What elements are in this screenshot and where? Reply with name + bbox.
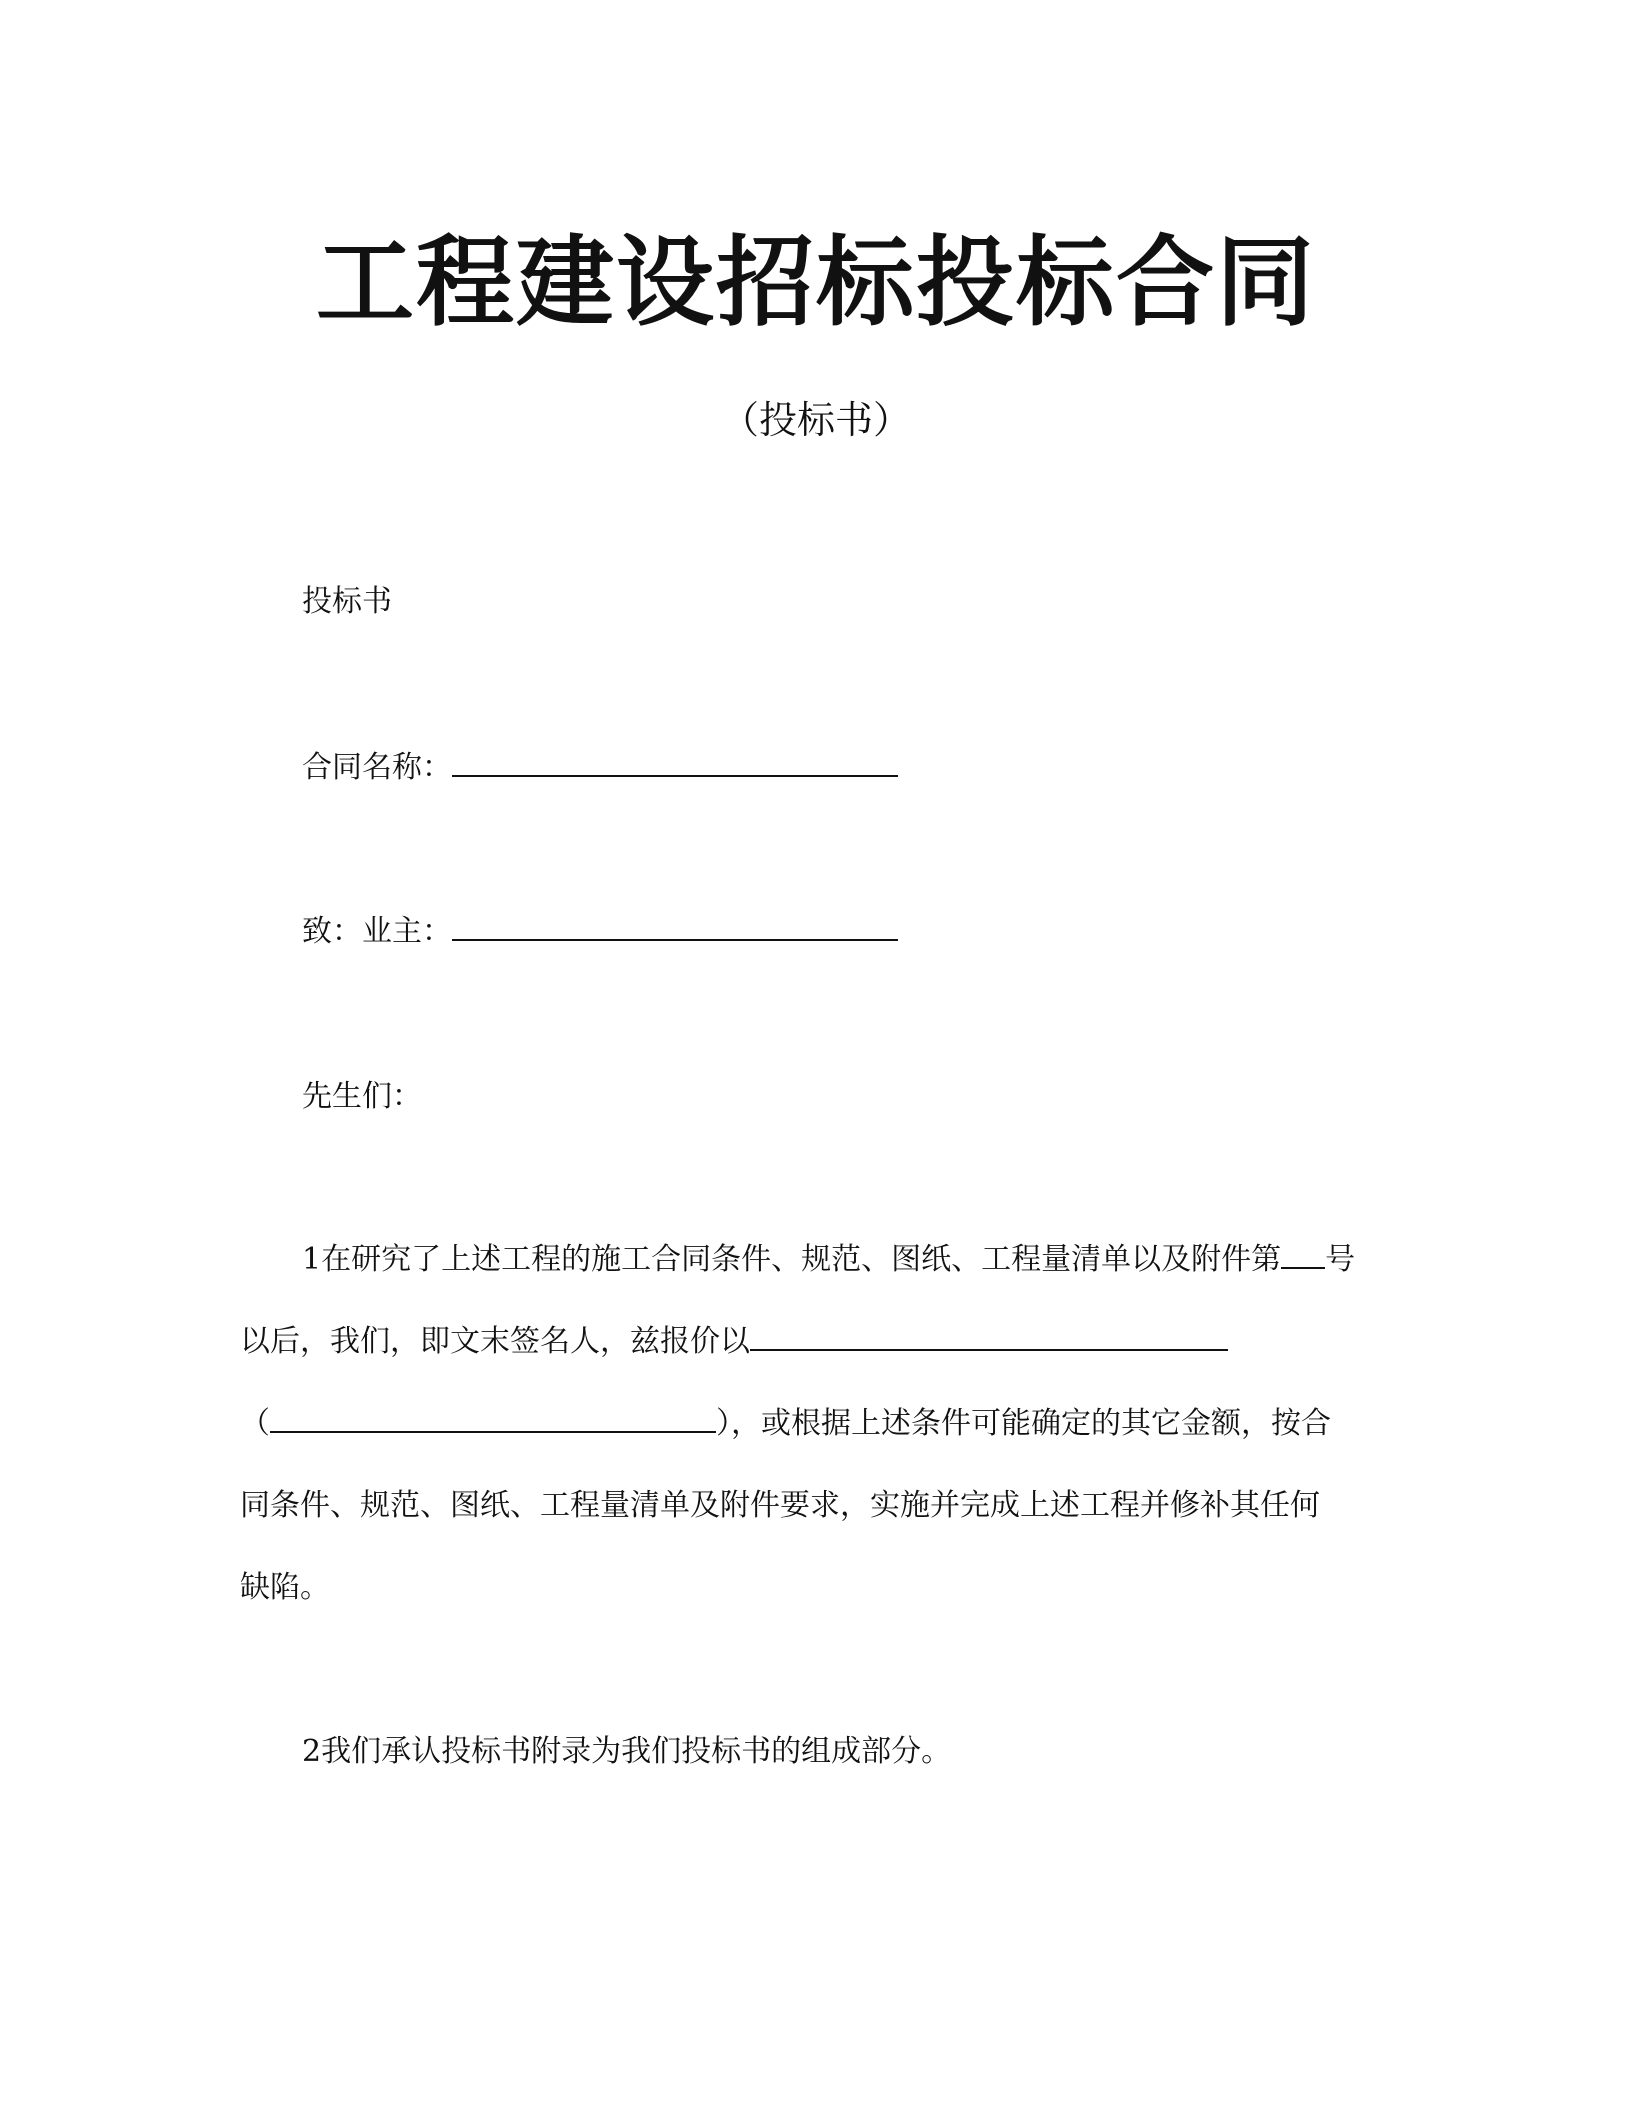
para1-line4: 同条件、规范、图纸、工程量清单及附件要求，实施并完成上述工程并修补其任何 bbox=[240, 1488, 1320, 1523]
contract-name-label: 合同名称： bbox=[302, 750, 452, 785]
section-heading: 投标书 bbox=[302, 584, 392, 619]
para1-line3 bbox=[240, 1404, 1331, 1444]
para1-line3-close: ），或根据上述条件可能确定的其它金额，按合 bbox=[716, 1406, 1331, 1441]
bid-amount-blank bbox=[750, 1323, 1228, 1351]
owner-blank bbox=[452, 913, 898, 941]
para1-line2 bbox=[240, 1322, 1228, 1362]
contract-name-row bbox=[302, 748, 898, 788]
para1-line5: 缺陷。 bbox=[240, 1570, 330, 1605]
para1-line1-end: 号 bbox=[1325, 1242, 1356, 1277]
document-title: 工程建设招标投标合同 bbox=[315, 225, 1316, 340]
owner-label: 致：业主： bbox=[302, 914, 452, 949]
para1-line2-text: 以后，我们，即文末签名人，兹报价以 bbox=[240, 1324, 750, 1359]
contract-name-blank bbox=[452, 749, 898, 777]
para1-line1-text: 1在研究了上述工程的施工合同条件、规范、图纸、工程量清单以及附件第 bbox=[302, 1242, 1282, 1277]
attachment-number-blank bbox=[1281, 1241, 1325, 1269]
para1-line1 bbox=[302, 1240, 1355, 1280]
salutation: 先生们： bbox=[302, 1079, 422, 1114]
owner-row bbox=[302, 912, 898, 952]
bid-amount-words-blank bbox=[270, 1405, 716, 1433]
para1-line3-open: （ bbox=[240, 1406, 270, 1441]
para2: 2我们承认投标书附录为我们投标书的组成部分。 bbox=[302, 1734, 952, 1769]
document-subtitle: （投标书） bbox=[720, 398, 911, 442]
